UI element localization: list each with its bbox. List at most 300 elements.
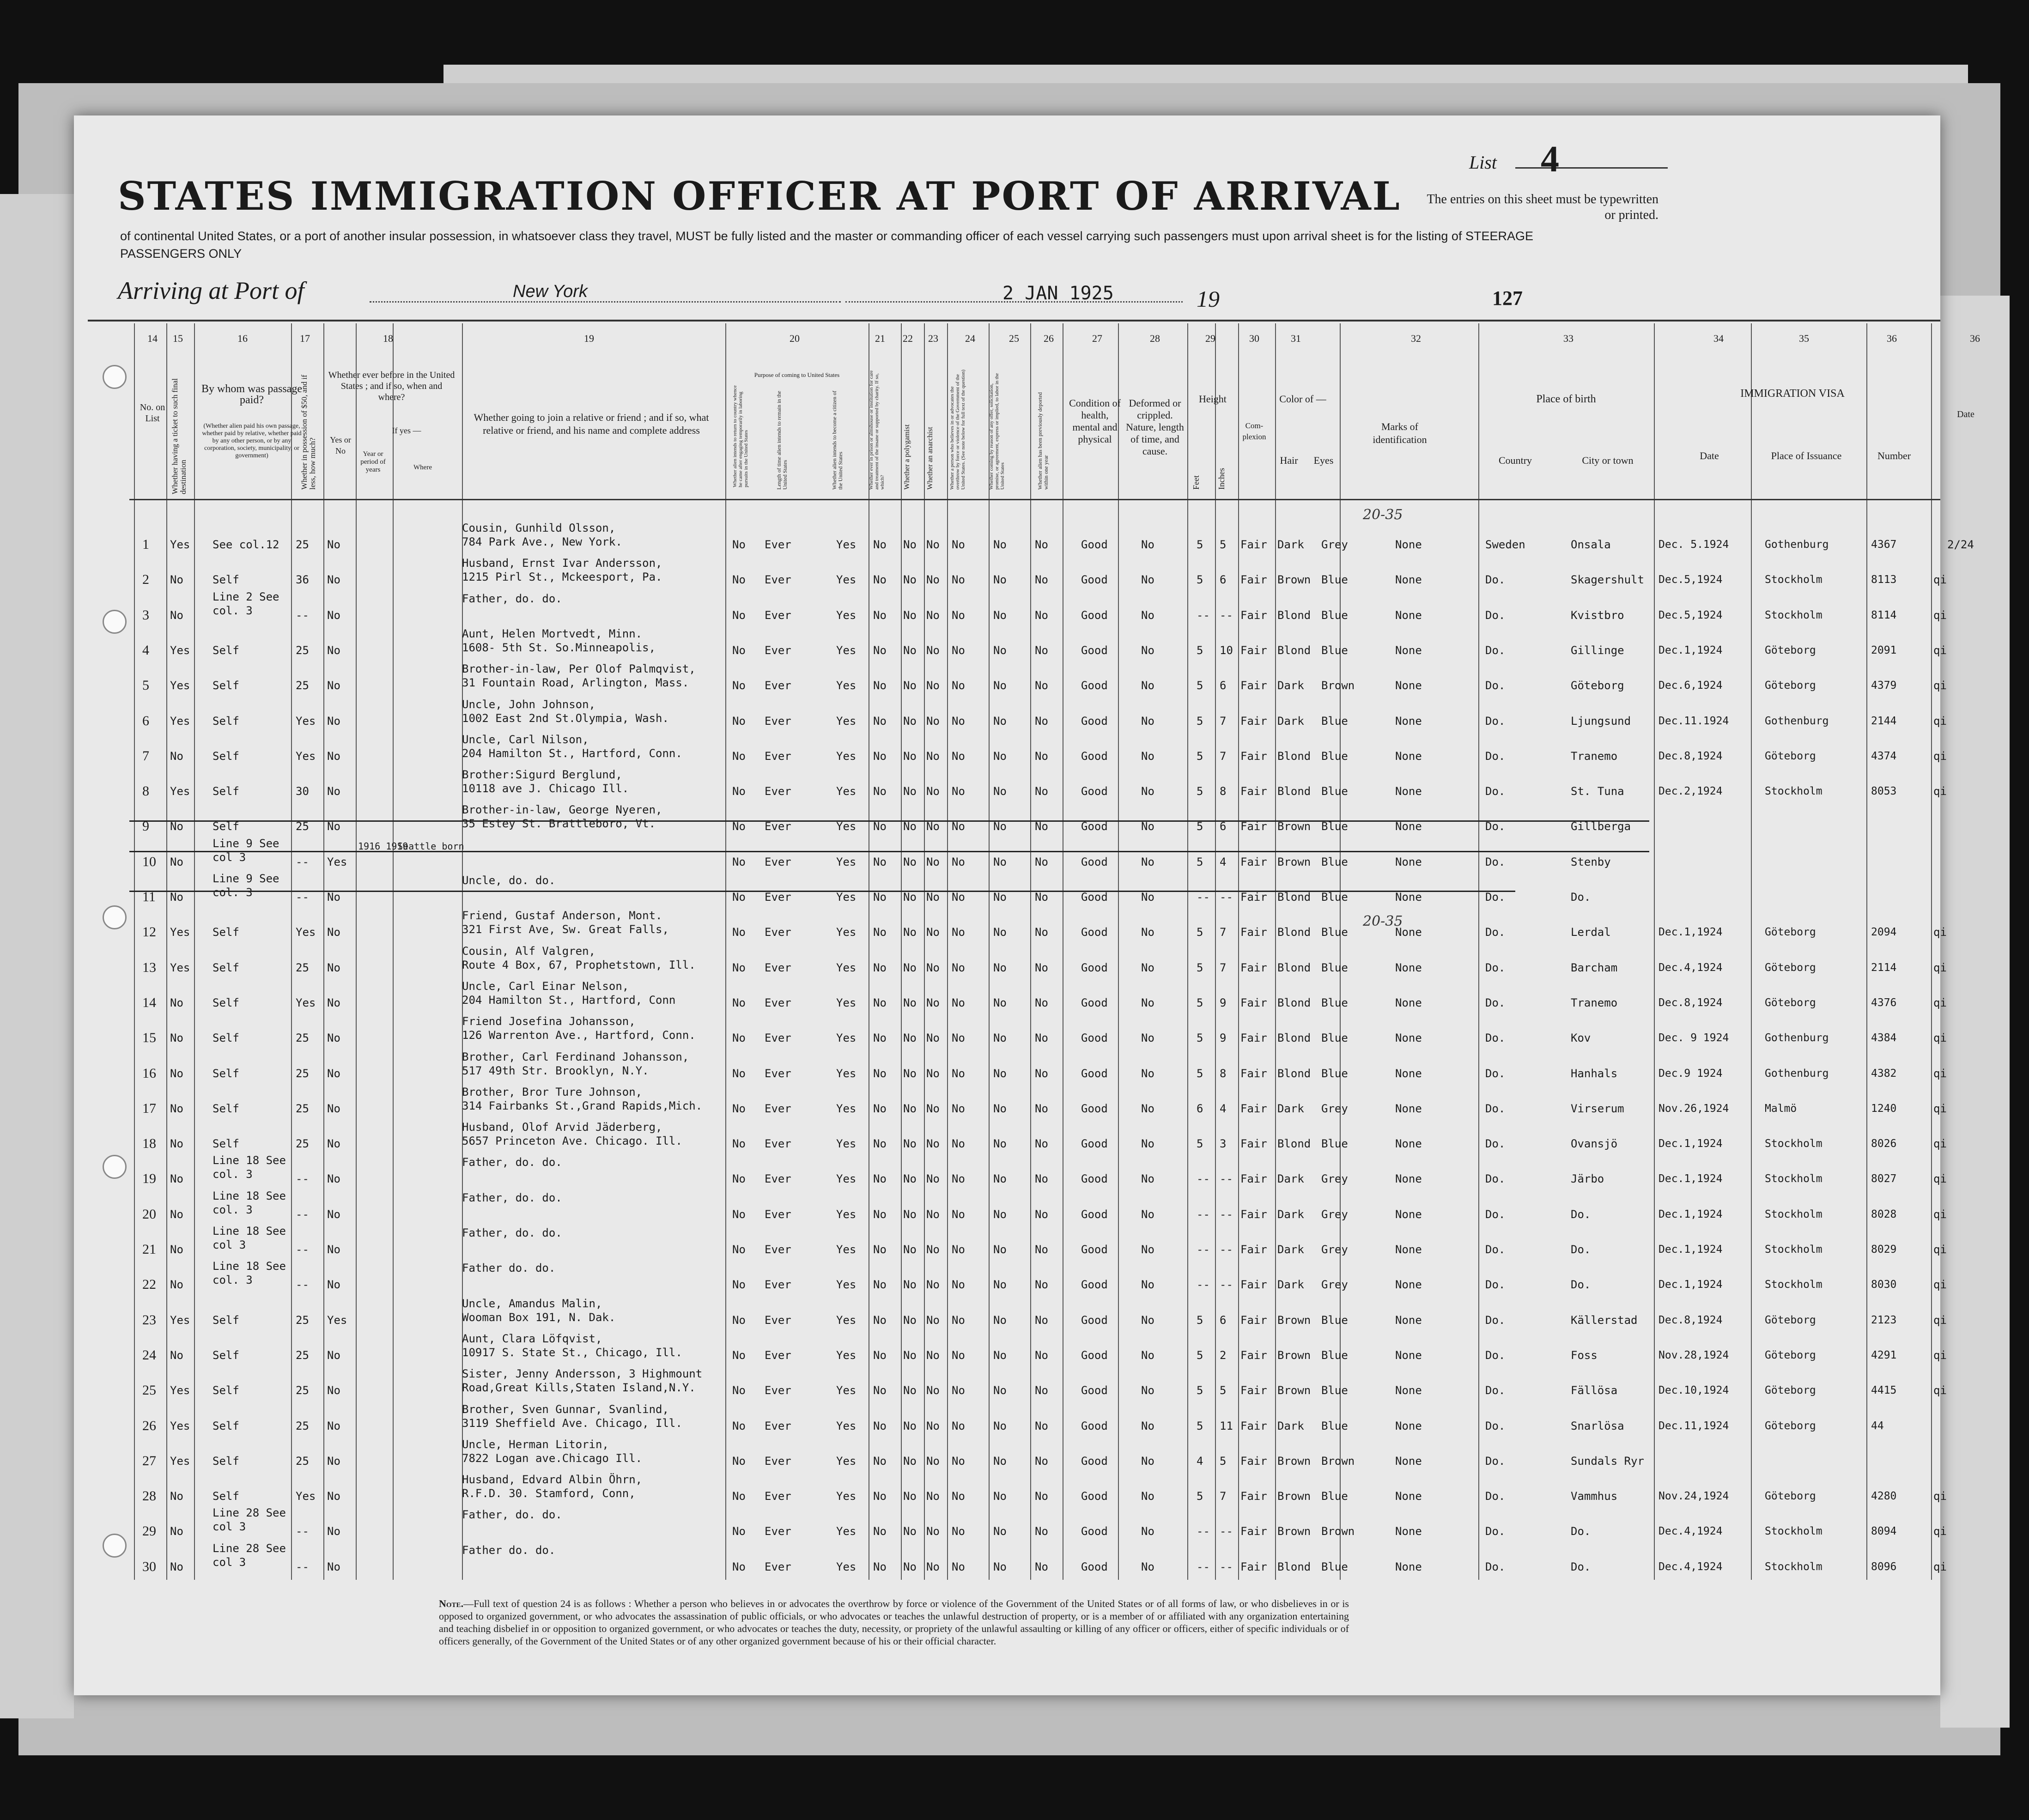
cell-hair: Dark [1277, 1172, 1304, 1185]
cell-vplace: Göteborg [1765, 1384, 1816, 1396]
table-row [0, 1297, 1947, 1333]
cell-vplace: Göteborg [1765, 926, 1816, 938]
relative-name: Father, do. do. [462, 1156, 562, 1169]
table-row [0, 1542, 1947, 1579]
cell-anar: No [926, 1102, 940, 1115]
header-eyes: Eyes [1313, 455, 1334, 466]
cell-deform: No [1141, 1172, 1154, 1185]
column-number: 36 [1970, 333, 1980, 344]
cell-country: Do. [1485, 926, 1506, 939]
cell-in: 4 [1220, 1102, 1227, 1115]
cell-no: 14 [142, 995, 156, 1010]
cell-length: Ever [765, 855, 791, 868]
cell-before: No [327, 996, 340, 1009]
cell-prison: No [873, 1208, 887, 1221]
cell-marks: None [1395, 1455, 1422, 1468]
header-deported: Whether alien has been previously deported within one year [1037, 392, 1049, 490]
cell-temp: No [732, 573, 746, 586]
cell-city: Do. [1571, 1278, 1591, 1291]
footnote-text: —Full text of question 24 is as follows : Whether a person who believes in or advocates the overthrow by force or violence of the Government of the United States or of all forms of law, or who disbelieves in or is opposed to organized government, or who advocates the assassination of public officials, or who advocates or teaches the unlawful destruction of property, or is a member of or affiliated with any organization entertaining and teaching disbelief in or opposition to organized government, or who advocates or teaches the duty, necessity, or propriety of the unlawful assaulting or killing of any officer or officers, either of specific individuals or of officers generally, of the Government of the United States or of any other organized government because of his or their official character. [439, 1598, 1349, 1647]
cell-marks: None [1395, 609, 1422, 622]
cell-anar: No [926, 1278, 940, 1291]
document-subtitle: of continental United States, or a port of another insular possession, in whatsoever class they travel, MUST be fully listed and the master or commanding officer of each vessel carrying such passengers must upon arrival sheet is for the listing of STEERAGE PASSENGERS ONLY [120, 229, 1533, 261]
cell-q24: No [952, 750, 965, 763]
cell-offer: No [993, 609, 1007, 622]
cell-in: -- [1220, 1525, 1233, 1538]
cell-qi: qi [1933, 1349, 1947, 1362]
relative-name: Father, do. do. [462, 1226, 562, 1239]
relative-address: 126 Warrenton Ave., Hartford, Conn. [462, 1029, 696, 1042]
cell-offer: No [993, 1031, 1007, 1044]
cell-paid: Line 18 See col 3 [213, 1225, 286, 1251]
cell-deform: No [1141, 679, 1154, 692]
cell-length: Ever [765, 750, 791, 763]
cell-before: No [327, 1137, 340, 1150]
cell-comp: Fair [1240, 961, 1267, 974]
column-number: 34 [1713, 333, 1724, 344]
cell-q24: No [952, 855, 965, 868]
cell-q24: No [952, 926, 965, 939]
cell-vnum: 8096 [1871, 1561, 1897, 1573]
column-number: 15 [173, 333, 183, 344]
cell-hair: Brown [1277, 573, 1311, 586]
cell-qi: qi [1933, 644, 1947, 657]
cell-eyes: Blue [1321, 1137, 1348, 1150]
cell-deport: No [1035, 926, 1048, 939]
cell-paid: Self [213, 785, 239, 798]
cell-offer: No [993, 785, 1007, 798]
table-row [0, 1015, 1947, 1050]
cell-vdate: Dec.8,1924 [1658, 1314, 1723, 1326]
cell-comp: Fair [1240, 1067, 1267, 1080]
cell-deport: No [1035, 644, 1048, 657]
cell-eyes: Blue [1321, 750, 1348, 763]
cell-deform: No [1141, 1420, 1154, 1432]
cell-country: Do. [1485, 1384, 1506, 1397]
cell-offer: No [993, 644, 1007, 657]
cell-vdate: Dec.9 1924 [1658, 1068, 1723, 1080]
cell-ft: 5 [1197, 785, 1203, 798]
cell-in: 6 [1220, 679, 1227, 692]
cell-length: Ever [765, 1102, 791, 1115]
cell-cond: Good [1081, 1243, 1108, 1256]
cell-eyes: Grey [1321, 1243, 1348, 1256]
cell-ticket: No [170, 1031, 183, 1044]
cell-temp: No [732, 996, 746, 1009]
cell-q24: No [952, 1314, 965, 1327]
cell-vnum: 8053 [1871, 785, 1897, 797]
cell-offer: No [993, 1420, 1007, 1432]
cell-cond: Good [1081, 785, 1108, 798]
cell-money: 25 [296, 1455, 309, 1468]
cell-poly: No [903, 1243, 917, 1256]
cell-temp: No [732, 609, 746, 622]
cell-hair: Blond [1277, 926, 1311, 939]
cell-offer: No [993, 891, 1007, 904]
cell-deport: No [1035, 1208, 1048, 1221]
cell-vdate: Dec.4,1924 [1658, 1561, 1723, 1573]
cell-vnum: 8027 [1871, 1173, 1897, 1185]
cell-prison: No [873, 1278, 887, 1291]
column-number: 35 [1799, 333, 1809, 344]
header-complexion: Com-plexion [1242, 421, 1266, 441]
cell-ft: 5 [1197, 961, 1203, 974]
list-number: 4 [1541, 139, 1559, 180]
relative-address: 10917 S. State St., Chicago, Ill. [462, 1346, 682, 1359]
cell-comp: Fair [1240, 855, 1267, 868]
cell-citizen: Yes [836, 538, 857, 551]
cell-country: Do. [1485, 1278, 1506, 1291]
cell-vdate: Dec.4,1924 [1658, 1525, 1723, 1537]
cell-deport: No [1035, 1314, 1048, 1327]
cell-deform: No [1141, 926, 1154, 939]
cell-paid: Self [213, 1349, 239, 1362]
cell-vnum: 8028 [1871, 1208, 1897, 1220]
table-row [0, 733, 1947, 769]
cell-deform: No [1141, 1067, 1154, 1080]
cell-citizen: Yes [836, 644, 857, 657]
cell-deform: No [1141, 715, 1154, 728]
cell-deport: No [1035, 1455, 1048, 1468]
cell-deform: No [1141, 1560, 1154, 1573]
cell-paid: See col.12 [213, 538, 279, 551]
cell-hair: Dark [1277, 1102, 1304, 1115]
cell-eyes: Blue [1321, 1384, 1348, 1397]
cell-paid: Self [213, 573, 239, 586]
cell-anar: No [926, 1525, 940, 1538]
cell-poly: No [903, 1384, 917, 1397]
table-row [0, 768, 1947, 804]
cell-no: 7 [142, 748, 149, 764]
cell-paid: Self [213, 644, 239, 657]
cell-in: 5 [1220, 1455, 1227, 1468]
cell-temp: No [732, 1278, 746, 1291]
table-row [0, 522, 1974, 557]
document-title: STATES IMMIGRATION OFFICER AT PORT OF ARRIVAL [118, 173, 1401, 219]
cell-no: 24 [142, 1347, 156, 1363]
cell-anar: No [926, 1031, 940, 1044]
cell-length: Ever [765, 926, 791, 939]
cell-no: 23 [142, 1312, 156, 1328]
cell-deport: No [1035, 1067, 1048, 1080]
cell-in: 8 [1220, 1067, 1227, 1080]
cell-deform: No [1141, 750, 1154, 763]
column-number: 19 [584, 333, 594, 344]
cell-vdate: Dec.8,1924 [1658, 997, 1723, 1009]
cell-ft: 5 [1197, 644, 1203, 657]
cell-vplace: Malmö [1765, 1103, 1797, 1115]
handwritten-note: 20-35 [1363, 913, 1403, 929]
cell-vdate: Dec.1,1924 [1658, 644, 1723, 656]
header-prison: Whether ever in prison or almshouse or institution for care and treatment of the insane or supported by charity. If so, which? [869, 370, 885, 490]
cell-vdate: Dec.2,1924 [1658, 785, 1723, 797]
cell-vdate: Dec.1,1924 [1658, 1208, 1723, 1220]
header-visa: IMMIGRATION VISA [1740, 388, 1845, 400]
relative-name: Uncle, Carl Nilson, [462, 733, 589, 746]
strike-line [129, 851, 1649, 852]
cell-cond: Good [1081, 573, 1108, 586]
table-row [0, 945, 1947, 980]
cell-marks: None [1395, 1172, 1422, 1185]
cell-hair: Blond [1277, 609, 1311, 622]
cell-eyes: Brown [1321, 1455, 1355, 1468]
relative-name: Father, do. do. [462, 592, 562, 605]
relative-name: Brother-in-law, George Nyeren, [462, 803, 662, 816]
cell-eyes: Blue [1321, 644, 1348, 657]
cell-eyes: Blue [1321, 1314, 1348, 1327]
cell-temp: No [732, 1314, 746, 1327]
relative-address: 784 Park Ave., New York. [462, 535, 622, 548]
cell-comp: Fair [1240, 1314, 1267, 1327]
cell-in: 3 [1220, 1137, 1227, 1150]
cell-city: Tranemo [1571, 750, 1618, 763]
cell-poly: No [903, 750, 917, 763]
cell-in: 6 [1220, 1314, 1227, 1327]
header-deformed: Deformed or crippled. Nature, length of time, and cause. [1126, 397, 1184, 457]
relative-name: Aunt, Helen Mortvedt, Minn. [462, 627, 643, 640]
cell-q24: No [952, 573, 965, 586]
cell-temp: No [732, 961, 746, 974]
cell-q24: No [952, 609, 965, 622]
cell-cond: Good [1081, 1172, 1108, 1185]
cell-citizen: Yes [836, 1208, 857, 1221]
cell-country: Do. [1485, 1420, 1506, 1432]
cell-prison: No [873, 1137, 887, 1150]
cell-qi: qi [1933, 1137, 1947, 1150]
cell-in: -- [1220, 1208, 1233, 1221]
cell-offer: No [993, 1349, 1007, 1362]
cell-poly: No [903, 1208, 917, 1221]
cell-deform: No [1141, 1243, 1154, 1256]
cell-length: Ever [765, 1031, 791, 1044]
cell-poly: No [903, 1490, 917, 1503]
column-number: 28 [1150, 333, 1160, 344]
header-possession: Whether in possession of $50, and if less, how much? [300, 375, 317, 490]
cell-before: No [327, 1067, 340, 1080]
cell-before: No [327, 1560, 340, 1573]
cell-in: -- [1220, 891, 1233, 904]
cell-prison: No [873, 1102, 887, 1115]
cell-ft: 5 [1197, 715, 1203, 728]
cell-no: 4 [142, 643, 149, 658]
cell-temp: No [732, 1525, 746, 1538]
cell-qi: qi [1933, 996, 1947, 1009]
cell-q24: No [952, 1384, 965, 1397]
header-hair: Hair [1280, 455, 1298, 466]
cell-vplace: Göteborg [1765, 997, 1816, 1009]
cell-deform: No [1141, 961, 1154, 974]
table-row [0, 1367, 1947, 1403]
port-name: New York [513, 282, 588, 301]
cell-ft: -- [1197, 1172, 1210, 1185]
cell-paid: Self [213, 1314, 239, 1327]
table-row [0, 1154, 1947, 1191]
cell-vplace: Stockholm [1765, 574, 1822, 586]
cell-before: No [327, 1525, 340, 1538]
relative-name: Father do. do. [462, 1544, 556, 1557]
cell-vplace: Stockholm [1765, 1173, 1822, 1185]
cell-vplace: Stockholm [1765, 1208, 1822, 1220]
cell-eyes: Blue [1321, 573, 1348, 586]
cell-offer: No [993, 1102, 1007, 1115]
cell-temp: No [732, 1031, 746, 1044]
cell-marks: None [1395, 1243, 1422, 1256]
cell-eyes: Blue [1321, 1067, 1348, 1080]
cell-poly: No [903, 1314, 917, 1327]
cell-country: Do. [1485, 1243, 1506, 1256]
column-number: 31 [1291, 333, 1301, 344]
cell-ft: -- [1197, 891, 1210, 904]
cell-qi: qi [1933, 609, 1947, 622]
cell-q24: No [952, 961, 965, 974]
cell-money: -- [296, 1208, 309, 1221]
cell-cond: Good [1081, 1455, 1108, 1468]
cell-anar: No [926, 926, 940, 939]
cell-marks: None [1395, 644, 1422, 657]
cell-deport: No [1035, 785, 1048, 798]
cell-deport: No [1035, 750, 1048, 763]
cell-marks: None [1395, 1525, 1422, 1538]
cell-q24: No [952, 785, 965, 798]
cell-no: 22 [142, 1277, 156, 1292]
cell-before: Yes [327, 1314, 347, 1327]
cell-money: Yes [296, 1490, 316, 1503]
cell-anar: No [926, 1560, 940, 1573]
cell-prison: No [873, 1420, 887, 1432]
cell-poly: No [903, 855, 917, 868]
cell-city: Vammhus [1571, 1490, 1618, 1503]
cell-q24: No [952, 996, 965, 1009]
cell-vplace: Göteborg [1765, 644, 1816, 656]
cell-qi: qi [1933, 1102, 1947, 1115]
cell-length: Ever [765, 1490, 791, 1503]
cell-comp: Fair [1240, 1560, 1267, 1573]
cell-citizen: Yes [836, 785, 857, 798]
cell-vplace: Göteborg [1765, 1349, 1816, 1361]
cell-comp: Fair [1240, 1384, 1267, 1397]
cell-in: 8 [1220, 785, 1227, 798]
cell-length: Ever [765, 1208, 791, 1221]
cell-eyes: Blue [1321, 1420, 1348, 1432]
cell-anar: No [926, 538, 940, 551]
cell-length: Ever [765, 1172, 791, 1185]
cell-offer: No [993, 996, 1007, 1009]
cell-before: No [327, 573, 340, 586]
cell-in: 6 [1220, 820, 1227, 833]
cell-in: -- [1220, 1172, 1233, 1185]
cell-anar: No [926, 996, 940, 1009]
cell-qi: qi [1933, 1067, 1947, 1080]
cell-deform: No [1141, 1314, 1154, 1327]
cell-cond: Good [1081, 1560, 1108, 1573]
cell-comp: Fair [1240, 820, 1267, 833]
cell-deform: No [1141, 1137, 1154, 1150]
cell-anar: No [926, 1208, 940, 1221]
cell-city: Stenby [1571, 855, 1611, 868]
cell-cond: Good [1081, 1278, 1108, 1291]
header-length: Length of time alien intends to remain in the United States [776, 391, 788, 490]
cell-ticket: Yes [170, 1314, 190, 1327]
cell-paid: Self [213, 750, 239, 763]
cell-no: 12 [142, 924, 156, 940]
relative-address: 1002 East 2nd St.Olympia, Wash. [462, 712, 669, 725]
cell-city: Ljungsund [1571, 715, 1631, 728]
cell-cond: Good [1081, 1490, 1108, 1503]
cell-prison: No [873, 855, 887, 868]
cell-city: Do. [1571, 1525, 1591, 1538]
cell-eyes: Blue [1321, 1031, 1348, 1044]
cell-hair: Blond [1277, 1031, 1311, 1044]
cell-offer: No [993, 1384, 1007, 1397]
column-number: 32 [1411, 333, 1421, 344]
cell-comp: Fair [1240, 891, 1267, 904]
cell-citizen: Yes [836, 996, 857, 1009]
cell-vnum: 8030 [1871, 1279, 1897, 1291]
cell-qi: qi [1933, 573, 1947, 586]
relative-name: Husband, Olof Arvid Jäderberg, [462, 1121, 662, 1134]
cell-vnum: 8113 [1871, 574, 1897, 586]
cell-length: Ever [765, 715, 791, 728]
cell-vdate: Nov.26,1924 [1658, 1103, 1729, 1115]
cell-cond: Good [1081, 855, 1108, 868]
cell-ft: 5 [1197, 1349, 1203, 1362]
cell-q24: No [952, 1102, 965, 1115]
column-number: 14 [147, 333, 158, 344]
header-place-of-birth: Place of birth [1536, 393, 1596, 405]
strike-line [129, 891, 1515, 892]
table-row [0, 662, 1947, 698]
cell-no: 1 [142, 537, 149, 552]
cell-vnum: 1240 [1871, 1103, 1897, 1115]
relative-name: Brother, Sven Gunnar, Svanlind, [462, 1403, 669, 1416]
cell-prison: No [873, 891, 887, 904]
relative-name: Uncle, Herman Litorin, [462, 1438, 609, 1451]
cell-before: No [327, 1455, 340, 1468]
cell-deport: No [1035, 609, 1048, 622]
cell-prison: No [873, 644, 887, 657]
cell-vnum: 44 [1871, 1420, 1884, 1432]
cell-prison: No [873, 1172, 887, 1185]
cell-vplace: Gothenburg [1765, 539, 1829, 551]
cell-deport: No [1035, 538, 1048, 551]
relative-name: Uncle, do. do. [462, 874, 556, 887]
cell-vnum: 4374 [1871, 750, 1897, 762]
cell-anar: No [926, 609, 940, 622]
cell-anar: No [926, 1243, 940, 1256]
cell-deform: No [1141, 538, 1154, 551]
cell-poly: No [903, 1067, 917, 1080]
cell-vdate: Nov.24,1924 [1658, 1490, 1729, 1502]
cell-cond: Good [1081, 1102, 1108, 1115]
cell-marks: None [1395, 750, 1422, 763]
cell-poly: No [903, 1420, 917, 1432]
cell-paid: Self [213, 1490, 239, 1503]
cell-vdate: Dec.1,1924 [1658, 1244, 1723, 1256]
cell-ticket: Yes [170, 1455, 190, 1468]
header-yes-no: Yes or No [330, 435, 351, 455]
cell-vplace: Göteborg [1765, 1314, 1816, 1326]
cell-money: 25 [296, 538, 309, 551]
cell-anar: No [926, 785, 940, 798]
table-row [0, 590, 1947, 628]
relative-address: R.F.D. 30. Stamford, Conn, [462, 1487, 636, 1500]
cell-vnum: 2091 [1871, 644, 1897, 656]
cell-poly: No [903, 1102, 917, 1115]
cell-temp: No [732, 538, 746, 551]
relative-address: 1608- 5th St. So.Minneapolis, [462, 641, 656, 654]
cell-offer: No [993, 1137, 1007, 1150]
cell-citizen: Yes [836, 855, 857, 868]
